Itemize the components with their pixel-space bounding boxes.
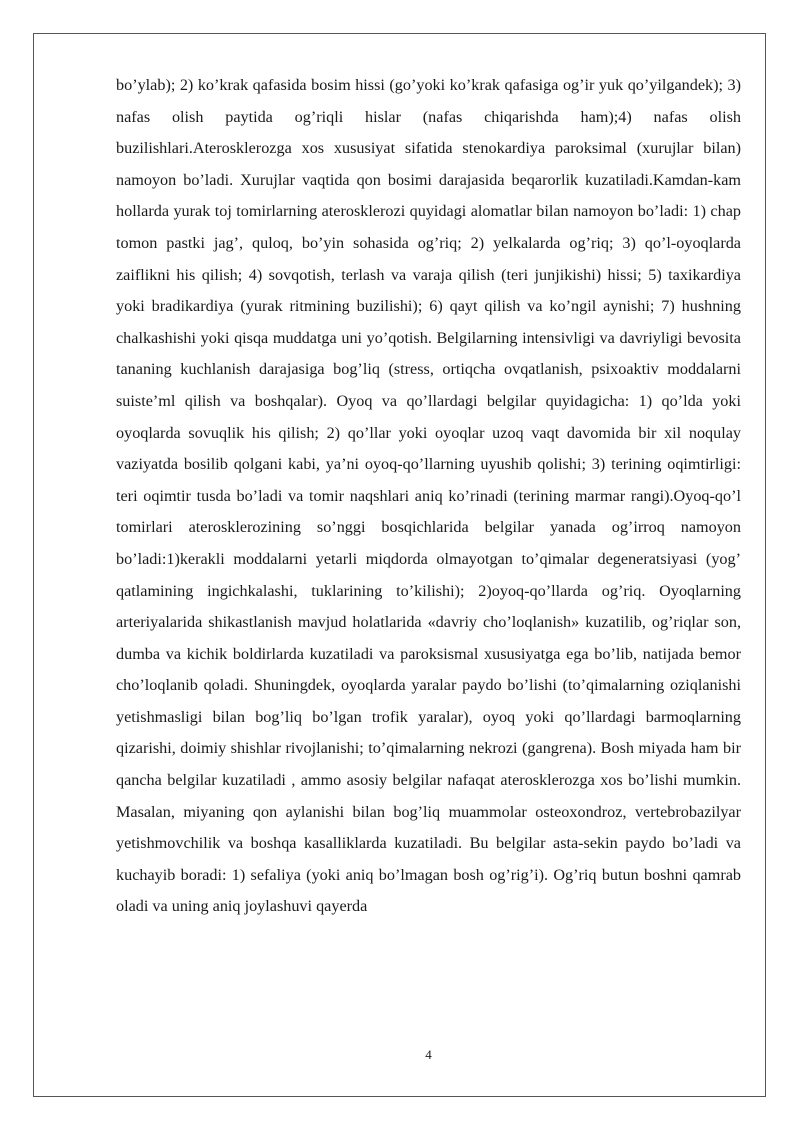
page-number: 4 [425, 1047, 432, 1062]
body-text: bo’ylab); 2) ko’krak qafasida bosim hissi (go’yoki ko’krak qafasiga og’ir yuk qo’yilgandek); 3) nafas olish paytida og’riqli hislar (nafas chiqarishda ham);4) nafas olish buzilishlari.Aterosklerozga xos xususiyat sifatida stenokardiya paroksimal (xurujlar bilan) namoyon bo’ladi. Xurujlar vaqtida qon bosimi darajasida beqarorlik kuzatiladi.Kamdan-kam hollarda yurak toj tomirlarning aterosklerozi quyidagi alomatlar bilan namoyon bo’ladi: 1) chap tomon pastki jag’, quloq, bo’yin sohasida og’riq; 2) yelkalarda og’riq; 3) qo’l-oyoqlarda zaiflikni his qilish; 4) sovqotish, terlash va varaja qilish (teri junjikishi) hissi; 5) taxikardiya yoki bradikardiya (yurak ritmining buzilishi); 6) qayt qilish va ko’ngil aynishi; 7) hushning chalkashishi yoki qisqa muddatga uni yo’qotish. Belgilarning intensivligi va davriyligi bevosita tananing kuchlanish darajasiga bog’liq (stress, ortiqcha ovqatlanish, psixoaktiv moddalarni suiste’ml qilish va boshqalar). Oyoq va qo’llardagi belgilar quyidagicha: 1) qo’lda yoki oyoqlarda sovuqlik his qilish; 2) qo’llar yoki oyoqlar uzoq vaqt davomida bir xil noqulay vaziyatda bosilib qolgani kabi, ya’ni oyoq-qo’llarning uyushib qolishi; 3) terining oqimtirligi: teri oqimtir tusda bo’ladi va tomir naqshlari aniq ko’rinadi (terining marmar rangi).Oyoq-qo’l tomirlari aterosklerozining so’nggi bosqichlarida belgilar yanada og’irroq namoyon bo’ladi:1)kerakli moddalarni yetarli miqdorda olmayotgan to’qimalar degeneratsiyasi (yog’ qatlamining ingichkalashi, tuklarining to’kilishi); 2)oyoq-qo’llarda og’riq. Oyoqlarning arteriyalarida shikastlanish mavjud holatlarida «davriy cho’loqlanish» kuzatilib, og’riqlar son, dumba va kichik boldirlarda kuzatiladi va paroksismal xususiyatga ega bo’lib, natijada bemor cho’loqlanib qoladi. Shuningdek, oyoqlarda yaralar paydo bo’lishi (to’qimalarning oziqlanishi yetishmasligi bilan bog’liq bo’lgan trofik yaralar), oyoq yoki qo’llardagi barmoqlarning qizarishi, doimiy shishlar rivojlanishi; to’qimalarning nekrozi (gangrena). Bosh miyada ham bir qancha belgilar kuzatiladi , ammo asosiy belgilar nafaqat aterosklerozga xos bo’lishi mumkin. Masalan, miyaning qon aylanishi bilan bog’liq muammolar osteoxondroz, vertebrobazilyar yetishmovchilik va boshqa kasalliklarda kuzatiladi. Bu belgilar asta-sekin paydo bo’ladi va kuchayib boradi: 1) sefaliya (yoki aniq bo’lmagan bosh og’rig’i). Og’riq butun boshni qamrab oladi va uning aniq joylashuvi qayerda [116, 76, 741, 916]
